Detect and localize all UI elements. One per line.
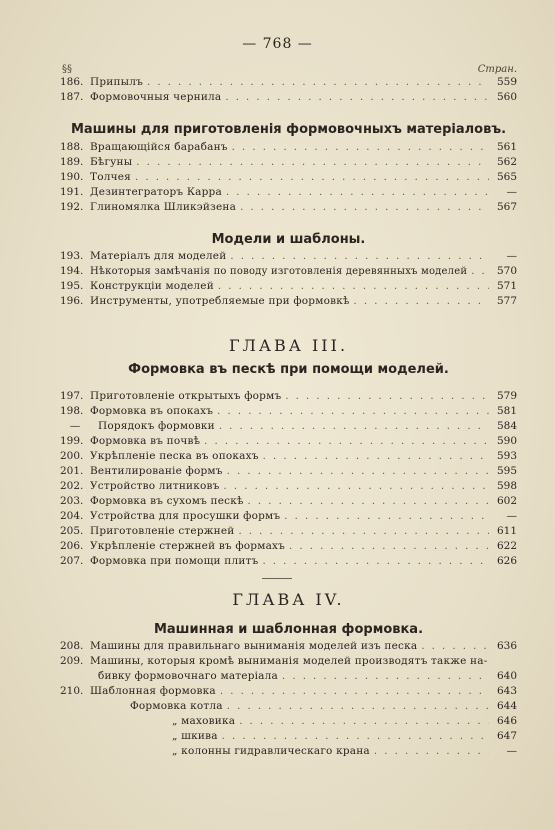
toc-row: 205. Приготовленіе стержней . . . 611 — [60, 525, 517, 540]
toc-row: 204. Устройства для просушки формъ . . . — — [60, 510, 517, 525]
chapter-title: Формовка въ пескѣ при помощи моделей. — [128, 362, 449, 377]
section-sign: §§ — [62, 64, 72, 75]
toc-row: 208. Машины для правильнаго выниманія моделей изъ песка . . . 636 — [60, 640, 517, 655]
chapter-4 — [60, 590, 517, 609]
section-title: Машины для приготовленія формовочныхъ матеріаловъ. — [70, 122, 507, 137]
chapter-3-rows — [60, 390, 517, 570]
toc-row: 196. Инструменты, употребляемые при формовкѣ . . . 577 — [60, 295, 517, 310]
toc-row: 200. Укрѣпленіе песка въ опокахъ . . . 593 — [60, 450, 517, 465]
toc-row: 186. Припылъ . . . 559 — [60, 76, 517, 91]
chapter-4-rows — [60, 640, 517, 760]
section-title: Модели и шаблоны. — [211, 232, 366, 247]
section-machines-rows — [60, 141, 517, 216]
toc-row: 194. Нѣкоторыя замѣчанія по поводу изготовленія деревянныхъ моделей . . . 570 — [60, 265, 517, 280]
section-divider — [262, 578, 292, 579]
page-column-label: Стран. — [477, 64, 517, 75]
toc-row: 197. Приготовленіе открытыхъ формъ . . . 579 — [60, 390, 517, 405]
section-machines — [60, 122, 517, 137]
toc-row: 192. Глиномялка Шликэйзена . . . 567 — [60, 201, 517, 216]
chapter-3 — [60, 336, 517, 355]
toc-row: 189. Бѣгуны . . . 562 — [60, 156, 517, 171]
section-models-rows — [60, 250, 517, 310]
toc-row: 190. Толчея . . . 565 — [60, 171, 517, 186]
toc-row: 207. Формовка при помощи плитъ . . . 626 — [60, 555, 517, 570]
toc-row: 209. Машины, которыя кромѣ выниманія моделей производятъ также на- — [60, 655, 488, 667]
section-models — [60, 232, 517, 247]
toc-row: 201. Вентилированіе формъ . . . 595 — [60, 465, 517, 480]
toc-row: „ шкива . . . 647 — [60, 730, 517, 745]
toc-row: 198. Формовка въ опокахъ . . . 581 — [60, 405, 517, 420]
toc-row: 199. Формовка въ почвѣ . . . 590 — [60, 435, 517, 450]
chapter-3-title-wrap — [60, 362, 517, 377]
toc-row: бивку формовочнаго матеріала . . . 640 — [60, 670, 517, 685]
chapter-4-title-wrap — [60, 622, 517, 637]
toc-row: 210. Шаблонная формовка . . . 643 — [60, 685, 517, 700]
toc-row: „ колонны гидравлическаго крана . . . — — [60, 745, 517, 760]
page-number: — 768 — — [242, 36, 313, 52]
toc-row: 191. Дезинтеграторъ Карра . . . — — [60, 186, 517, 201]
chapter-heading: ГЛАВА IV. — [232, 590, 345, 609]
toc-row: 202. Устройство литниковъ . . . 598 — [60, 480, 517, 495]
chapter-title: Машинная и шаблонная формовка. — [153, 622, 424, 637]
toc-row: 193. Матеріалъ для моделей . . . — — [60, 250, 517, 265]
toc-row: Формовка котла . . . 644 — [60, 700, 517, 715]
toc-row: 187. Формовочныя чернила . . . 560 — [60, 91, 517, 106]
toc-row: 203. Формовка въ сухомъ пескѣ . . . 602 — [60, 495, 517, 510]
toc-row: — Порядокъ формовки . . . 584 — [60, 420, 517, 435]
chapter-heading: ГЛАВА III. — [228, 336, 349, 355]
toc-row: 195. Конструкціи моделей . . . 571 — [60, 280, 517, 295]
toc-top-rows — [60, 76, 517, 106]
toc-row: „ маховика . . . 646 — [60, 715, 517, 730]
toc-row: 188. Вращающійся барабанъ . . . 561 — [60, 141, 517, 156]
toc-row: 206. Укрѣпленіе стержней въ формахъ . . . 622 — [60, 540, 517, 555]
